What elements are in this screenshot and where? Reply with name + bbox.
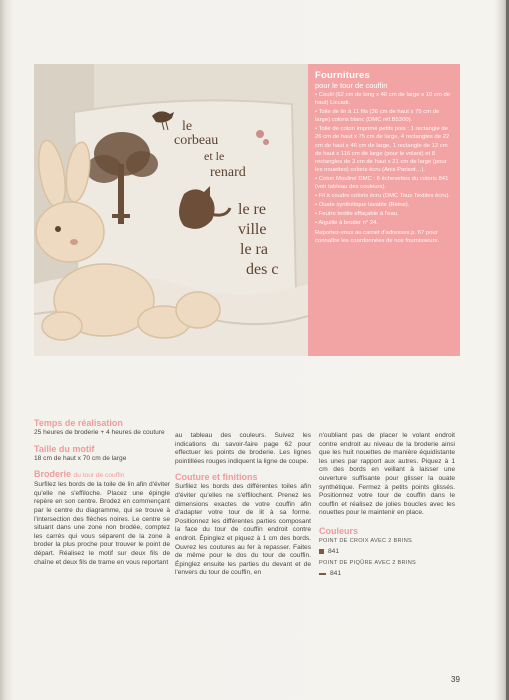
heading-embroidery-sub: du tour de couffin (73, 472, 125, 480)
back-stitch-legend (319, 570, 455, 579)
embroidery-word: des c (246, 261, 279, 278)
supplies-item: • Ouate synthétique lavable (Reine). (315, 202, 410, 209)
embroidery-word: renard (210, 165, 246, 180)
embroidery-word: et le (204, 149, 225, 163)
line-swatch-icon (319, 573, 326, 575)
embroidery-word: le re (238, 201, 266, 218)
heading-sewing: Couture et finitions (175, 472, 258, 483)
page-number: 39 (451, 675, 460, 684)
cushion-illustration (34, 64, 308, 356)
colors-intro-text: au tableau des couleurs. Suivez les indications du savoir-faire page 62 pour effectuer les points de broderie. Les lignes pointillées rouges indiquent la ligne de coupe. (175, 432, 311, 465)
finishing-text: n'oubliant pas de placer le volant endroit contre endroit au niveau de la broderie ainsi que les huit nouettes de manière équidistante les unes par rapport aux autres. Piquez à 1 cm des bords en veillant à laisser une ouverture suffisante pour glisser la ouate synthétique. Fermez à petits points glissés. Positionnez votre tour de couffin dans le couffin et réalisez de jolies boucles avec les nouettes pour le maintenir en place. (319, 432, 455, 517)
embroidery-text: Surfilez les bords de la toile de lin afin d'éviter qu'elle ne s'effiloche. Placez une épingle repère en son centre. Brodez en commençant par le centre du diagramme, qui se trouve à l'intersection des flèches noires. Le centre se situant dans une zone non brodée, comptez les carrés qui vous séparent de la zone à broder la plus proche pour trouver le point de départ. Réalisez le motif sur deux fils de chaîne et deux fils de trame en vous reportant (34, 481, 170, 566)
cross-stitch-label: POINT DE CROIX AVEC 2 BRINS (319, 537, 413, 544)
color-swatch-icon (319, 549, 324, 554)
embroidery-word: le (182, 119, 193, 134)
supplies-title: Fournitures (315, 70, 370, 81)
text-column-1 (34, 418, 170, 567)
time-text: 25 heures de broderie + 4 heures de couture (34, 429, 165, 436)
supplies-subtitle: pour le tour de couffin (315, 81, 388, 90)
back-stitch-value: 841 (330, 569, 342, 577)
heading-time: Temps de réalisation (34, 418, 123, 428)
size-text: 18 cm de haut x 70 cm de large (34, 454, 127, 462)
embroidery-word: corbeau (174, 133, 219, 148)
supplies-note: Reportez-vous au carnet d'adresses p. 67 pour connaître les coordonnées de nos fournisseurs. (315, 229, 440, 244)
heading-colors: Couleurs (319, 525, 359, 536)
supplies-box (308, 64, 460, 356)
heading-embroidery (34, 469, 170, 481)
cross-stitch-value: 841 (328, 547, 340, 555)
supplies-item: • Toile de lin à 11 fils (36 cm de haut x 75 cm de large) coloris blanc (DMC réf.B5300). (315, 109, 440, 124)
supplies-item: • Aiguille à broder n° 24. (315, 220, 379, 227)
text-column-3 (319, 432, 455, 578)
supplies-item: • Toile de coton imprimé petits pois : 1 rectangle de 26 cm de haut x 75 cm de large, 4 rectangles de 22 cm de haut x 46 cm de large, 1 rectangle de 12 cm de haut x 116 cm de large (pour le volant) et 8 rectangles de 3 cm de haut x 21 cm de large (pour les nouettes) coloris écru (Anis Parisot…). (315, 126, 450, 173)
heading-embroidery-main: Broderie (34, 469, 72, 480)
back-stitch-label: POINT DE PIQÛRE AVEC 2 BRINS (319, 560, 417, 567)
text-column-2 (175, 432, 311, 578)
supplies-item: • Coton Mouliné DMC : 6 échevettes du coloris 841 (voir tableau des couleurs). (315, 175, 449, 191)
cross-stitch-legend (319, 548, 455, 557)
supplies-item: • Fil à coudre coloris écru (DMC Tous Textiles écru). (315, 193, 451, 200)
embroidery-word: le ra (240, 241, 268, 258)
embroidery-word: ville (238, 221, 267, 238)
supplies-item: • Coutil (62 cm de long x 40 cm de large x 10 cm de haut) Liccadi. (315, 92, 450, 107)
supplies-item: • Feutre textile effaçable à l'eau. (315, 211, 399, 218)
heading-size: Taille du motif (34, 443, 95, 454)
sewing-text: Surfilez les bords des différentes toiles afin d'éviter qu'elles ne s'effilochent. Prenez les dimensions exactes de votre couffin afin d'adapter votre tour de lit à sa forme. Positionnez les différentes parties composant la face du tour de couffin endroit contre endroit. Épinglez et piquez à 1 cm des bords. Ouvrez les coutures au fer à repasser. Faites de même pour le dos du tour de couffin. Épinglez ensuite les parties du devant et de l'envers du tour de couffin, en (175, 483, 311, 577)
cushion-photo (34, 64, 308, 356)
